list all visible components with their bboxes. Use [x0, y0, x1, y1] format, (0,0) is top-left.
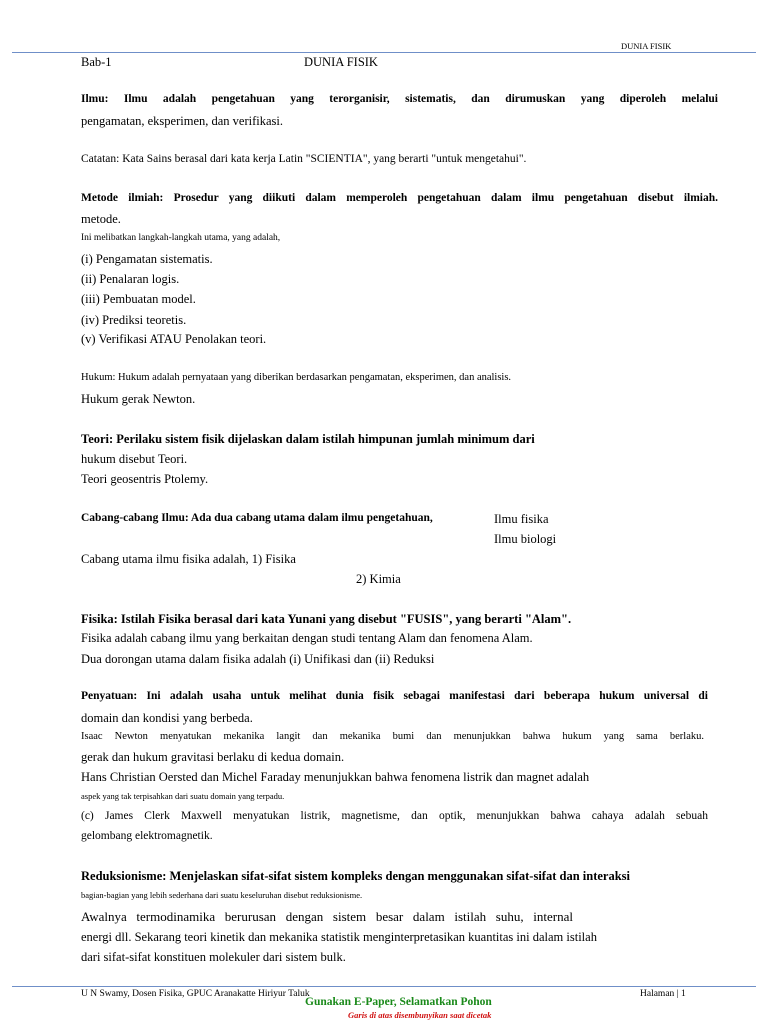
penyatuan-definition-line1: Penyatuan: Ini adalah usaha untuk melihat dunia fisik sebagai manifestasi dari beberapa hukum universal di	[81, 690, 708, 702]
fisika-definition-line1: Fisika: Istilah Fisika berasal dari kata Yunani yang disebut "FUSIS", yang berarti "Alam".	[81, 612, 572, 626]
penyatuan-definition-line5: Hans Christian Oersted dan Michel Faraday menunjukkan bahwa fenomena listrik dan magnet adalah	[81, 770, 590, 784]
penyatuan-definition-line2: domain dan kondisi yang berbeda.	[81, 711, 253, 725]
header-rule	[12, 52, 756, 53]
metode-definition-line2: metode.	[81, 212, 121, 226]
reduksi-definition-line1: Reduksionisme: Menjelaskan sifat-sifat sistem kompleks dengan menggunakan sifat-sifat dan interaksi	[81, 869, 631, 883]
penyatuan-definition-line6: aspek yang tak terpisahkan dari suatu domain yang terpadu.	[81, 791, 285, 801]
footer-print-note: Garis di atas disembunyikan saat dicetak	[348, 1010, 492, 1020]
penyatuan-definition-line7: (c) James Clerk Maxwell menyatukan listrik, magnetisme, dan optik, menunjukkan bahwa cahaya adalah sebuah	[81, 810, 708, 822]
footer-slogan: Gunakan E-Paper, Selamatkan Pohon	[305, 996, 492, 1008]
teori-definition-line3: Teori geosentris Ptolemy.	[81, 472, 209, 486]
penyatuan-definition-line8: gelombang elektromagnetik.	[81, 830, 213, 842]
hukum-definition-line1: Hukum: Hukum adalah pernyataan yang diberikan berdasarkan pengamatan, eksperimen, dan analisis.	[81, 372, 512, 383]
cabang-definition-line2: Cabang utama ilmu fisika adalah, 1) Fisika	[81, 552, 296, 566]
step-item: (iv) Prediksi teoretis.	[81, 313, 187, 327]
step-item: (i) Pengamatan sistematis.	[81, 252, 213, 266]
step-item: (iii) Pembuatan model.	[81, 292, 196, 306]
cabang-fisika: Ilmu fisika	[494, 512, 549, 526]
penyatuan-definition-line3: Isaac Newton menyatukan mekanika langit dan mekanika bumi dan menunjukkan bahwa hukum yang sama berlaku.	[81, 731, 704, 742]
ilmu-definition-line1: Ilmu: Ilmu adalah pengetahuan yang terorganisir, sistematis, dan dirumuskan yang diperoleh melalui	[81, 93, 718, 105]
page-number: Halaman | 1	[640, 989, 686, 999]
step-item: (ii) Penalaran logis.	[81, 272, 180, 286]
footer-author: U N Swamy, Dosen Fisika, GPUC Aranakatte Hiriyur Taluk	[81, 989, 310, 999]
metode-definition-line3: Ini melibatkan langkah-langkah utama, yang adalah,	[81, 233, 281, 243]
cabang-definition-line1: Cabang-cabang Ilmu: Ada dua cabang utama dalam ilmu pengetahuan,	[81, 512, 433, 524]
page-title: DUNIA FISIK	[304, 55, 378, 69]
reduksi-definition-line3: Awalnya termodinamika berurusan dengan sistem besar dalam istilah suhu, internal	[81, 909, 573, 924]
teori-definition-line2: hukum disebut Teori.	[81, 452, 188, 466]
fisika-definition-line3: Dua dorongan utama dalam fisika adalah (i) Unifikasi dan (ii) Reduksi	[81, 652, 435, 666]
chapter-number: Bab-1	[81, 55, 112, 69]
penyatuan-definition-line4: gerak dan hukum gravitasi berlaku di kedua domain.	[81, 750, 345, 764]
reduksi-definition-line2: bagian-bagian yang lebih sederhana dari suatu keseluruhan disebut reduksionisme.	[81, 890, 363, 900]
hukum-definition-line2: Hukum gerak Newton.	[81, 392, 196, 406]
catatan-note: Catatan: Kata Sains berasal dari kata kerja Latin "SCIENTIA", yang berarti "untuk mengetahui".	[81, 153, 527, 165]
cabang-definition-line3: 2) Kimia	[356, 572, 401, 586]
metode-definition-line1: Metode ilmiah: Prosedur yang diikuti dalam memperoleh pengetahuan dalam ilmu pengetahuan disebut ilmiah.	[81, 192, 718, 204]
step-item: (v) Verifikasi ATAU Penolakan teori.	[81, 332, 267, 346]
cabang-biologi: Ilmu biologi	[494, 532, 557, 546]
footer-rule	[12, 986, 756, 987]
running-header: DUNIA FISIK	[621, 41, 672, 51]
reduksi-definition-line4: energi dll. Sekarang teori kinetik dan mekanika statistik menginterpretasikan kuantitas ini dalam istilah	[81, 930, 597, 944]
teori-definition-line1: Teori: Perilaku sistem fisik dijelaskan dalam istilah himpunan jumlah minimum dari	[81, 432, 535, 446]
reduksi-definition-line5: dari sifat-sifat konstituen molekuler dari sistem bulk.	[81, 950, 346, 964]
ilmu-definition-line2: pengamatan, eksperimen, dan verifikasi.	[81, 114, 284, 128]
fisika-definition-line2: Fisika adalah cabang ilmu yang berkaitan dengan studi tentang Alam dan fenomena Alam.	[81, 631, 533, 645]
